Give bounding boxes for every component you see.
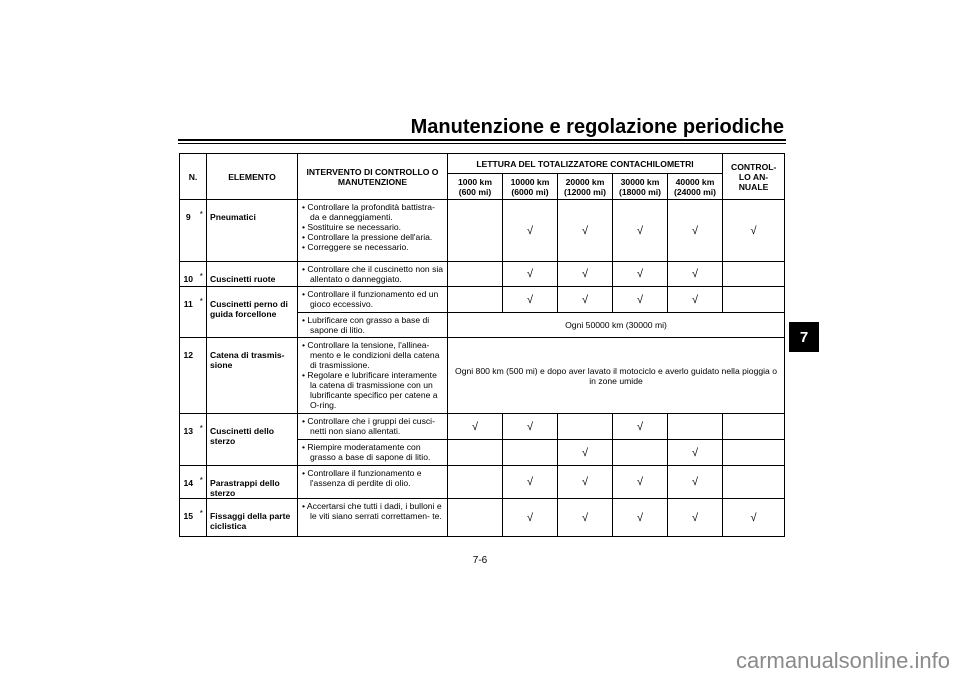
interval-note: Ogni 50000 km (30000 mi) — [448, 313, 785, 338]
check-cell — [668, 287, 723, 313]
check-cell — [613, 499, 668, 537]
title-rule-thin — [178, 143, 786, 144]
check-cell — [558, 262, 613, 287]
check-mark-icon: √ — [691, 476, 699, 488]
intervention-line: • Controllare il funzionamento e l'assenza di perdite di olio. — [302, 468, 422, 488]
check-cell — [613, 440, 668, 466]
check-cell — [503, 414, 558, 440]
check-mark-icon: √ — [691, 224, 699, 237]
check-cell — [613, 466, 668, 499]
check-cell — [723, 287, 785, 313]
chapter-tab: 7 — [789, 322, 819, 352]
intervention-cell — [298, 287, 448, 313]
row-number: 10 — [180, 262, 197, 287]
check-mark-icon: √ — [636, 511, 644, 524]
check-cell — [558, 414, 613, 440]
check-cell — [503, 499, 558, 537]
header-odometer: LETTURA DEL TOTALIZZATORE CONTACHILOMETRI — [448, 154, 723, 174]
intervention-line: • Sostituire se necessario. — [302, 222, 402, 232]
element-name: Cuscinetti ruote — [207, 262, 298, 287]
check-mark-icon: √ — [526, 268, 534, 280]
page-title: Manutenzione e regolazione periodiche — [410, 116, 784, 138]
header-km-40000: 40000 km (24000 mi) — [668, 174, 723, 200]
check-cell — [723, 414, 785, 440]
check-mark-icon: √ — [691, 511, 699, 524]
check-cell — [448, 499, 503, 537]
check-cell — [448, 414, 503, 440]
check-cell — [668, 262, 723, 287]
check-cell — [448, 466, 503, 499]
check-cell — [558, 287, 613, 313]
intervention-line: • Accertarsi che tutti i dadi, i bulloni e le viti siano serrati correttamen- te. — [302, 501, 442, 521]
check-cell — [558, 466, 613, 499]
intervention-cell — [298, 338, 448, 414]
element-name: Cuscinetti perno di guida forcellone — [207, 287, 298, 338]
check-mark-icon: √ — [526, 293, 534, 306]
header-km-10000: 10000 km (6000 mi) — [503, 174, 558, 200]
check-mark-icon: √ — [691, 446, 699, 459]
row-number: 12 — [180, 338, 197, 414]
check-mark-icon: √ — [581, 224, 589, 237]
check-mark-icon: √ — [636, 268, 644, 280]
asterisk-mark: * — [197, 466, 207, 499]
check-mark-icon: √ — [526, 511, 534, 524]
check-mark-icon: √ — [750, 224, 757, 237]
intervention-line: • Controllare la tensione, l'allinea- mento e le condizioni della catena di trasmissione. — [302, 340, 440, 370]
check-mark-icon: √ — [636, 293, 644, 306]
check-cell — [613, 200, 668, 262]
check-mark-icon: √ — [636, 224, 644, 237]
table-row — [180, 262, 785, 287]
check-mark-icon: √ — [526, 420, 534, 433]
header-km-1000: 1000 km (600 mi) — [448, 174, 503, 200]
check-cell — [668, 499, 723, 537]
check-cell — [668, 200, 723, 262]
check-cell — [448, 200, 503, 262]
check-cell — [613, 262, 668, 287]
element-name: Parastrappi dello sterzo — [207, 466, 298, 499]
check-mark-icon: √ — [471, 420, 479, 433]
check-cell — [558, 200, 613, 262]
intervention-line: • Controllare il funzionamento ed un gioco eccessivo. — [302, 289, 439, 309]
row-number: 11 — [180, 287, 197, 338]
intervention-cell — [298, 466, 448, 499]
row-number: 13 — [180, 414, 197, 466]
check-cell — [448, 440, 503, 466]
check-mark-icon: √ — [581, 511, 589, 524]
intervention-line: • Riempire moderatamente con grasso a base di sapone di litio. — [302, 442, 431, 462]
intervention-cell — [298, 262, 448, 287]
check-cell — [503, 200, 558, 262]
watermark: carmanualsonline.info — [735, 648, 950, 673]
asterisk-mark: * — [197, 499, 207, 537]
check-cell — [723, 499, 785, 537]
check-cell — [448, 262, 503, 287]
intervention-cell — [298, 499, 448, 537]
check-cell — [723, 440, 785, 466]
check-mark-icon: √ — [581, 476, 589, 488]
check-mark-icon: √ — [636, 476, 644, 488]
check-cell — [503, 466, 558, 499]
check-cell — [503, 262, 558, 287]
check-mark-icon: √ — [636, 420, 644, 433]
intervention-line: • Controllare che il cuscinetto non sia allentato o danneggiato. — [302, 264, 444, 284]
asterisk-mark: * — [197, 414, 207, 466]
check-cell — [558, 499, 613, 537]
intervention-line: • Controllare la pressione dell'aria. — [302, 232, 433, 242]
check-mark-icon: √ — [691, 268, 699, 280]
check-cell — [558, 440, 613, 466]
intervention-line: • Regolare e lubrificare interamente la catena di trasmissione con un lubrificante specifico per catene a O-ring. — [302, 370, 438, 410]
row-number: 15 — [180, 499, 197, 537]
check-cell — [668, 414, 723, 440]
intervention-cell — [298, 313, 448, 338]
check-cell — [668, 440, 723, 466]
element-name: Catena di trasmis- sione — [207, 338, 298, 414]
check-mark-icon: √ — [526, 224, 534, 237]
asterisk-mark — [197, 338, 207, 414]
asterisk-mark: * — [197, 200, 207, 262]
check-cell — [723, 466, 785, 499]
table-row — [180, 499, 785, 537]
element-name: Pneumatici — [207, 200, 298, 262]
table-row — [180, 466, 785, 499]
check-mark-icon: √ — [691, 293, 699, 306]
interval-note: Ogni 800 km (500 mi) e dopo aver lavato il motociclo e averlo guidato nella pioggia o in zone umide — [448, 338, 785, 414]
header-n: N. — [180, 154, 207, 200]
check-cell — [723, 262, 785, 287]
intervention-line: • Lubrificare con grasso a base di sapone di litio. — [302, 315, 430, 335]
row-number: 9 — [180, 200, 197, 262]
check-mark-icon: √ — [581, 446, 589, 459]
check-mark-icon: √ — [526, 476, 534, 488]
check-cell — [503, 287, 558, 313]
maintenance-table — [179, 153, 785, 537]
check-cell — [448, 287, 503, 313]
check-mark-icon: √ — [750, 511, 757, 524]
header-km-20000: 20000 km (12000 mi) — [558, 174, 613, 200]
page-number: 7-6 — [472, 555, 488, 566]
check-cell — [613, 287, 668, 313]
header-element: ELEMENTO — [207, 154, 298, 200]
header-annual: CONTROL- LO AN- NUALE — [723, 154, 785, 200]
asterisk-mark: * — [197, 262, 207, 287]
intervention-cell — [298, 200, 448, 262]
intervention-cell — [298, 440, 448, 466]
element-name: Cuscinetti dello sterzo — [207, 414, 298, 466]
table-row — [180, 338, 785, 414]
title-rule — [178, 139, 786, 141]
check-cell — [723, 200, 785, 262]
row-number: 14 — [180, 466, 197, 499]
table-row — [180, 200, 785, 262]
table-body — [180, 200, 785, 537]
check-cell — [613, 414, 668, 440]
check-cell — [503, 440, 558, 466]
intervention-line: • Controllare la profondità battistra- da e danneggiamenti. — [302, 202, 435, 222]
intervention-cell — [298, 414, 448, 440]
table-row — [180, 414, 785, 440]
element-name: Fissaggi della parte ciclistica — [207, 499, 298, 537]
intervention-line: • Correggere se necessario. — [302, 242, 409, 252]
check-mark-icon: √ — [581, 293, 589, 306]
check-cell — [668, 466, 723, 499]
table-row — [180, 287, 785, 313]
header-intervention: INTERVENTO DI CONTROLLO O MANUTENZIONE — [298, 154, 448, 200]
check-mark-icon: √ — [581, 268, 589, 280]
intervention-line: • Controllare che i gruppi dei cusci- netti non siano allentati. — [302, 416, 435, 436]
header-km-30000: 30000 km (18000 mi) — [613, 174, 668, 200]
asterisk-mark: * — [197, 287, 207, 338]
